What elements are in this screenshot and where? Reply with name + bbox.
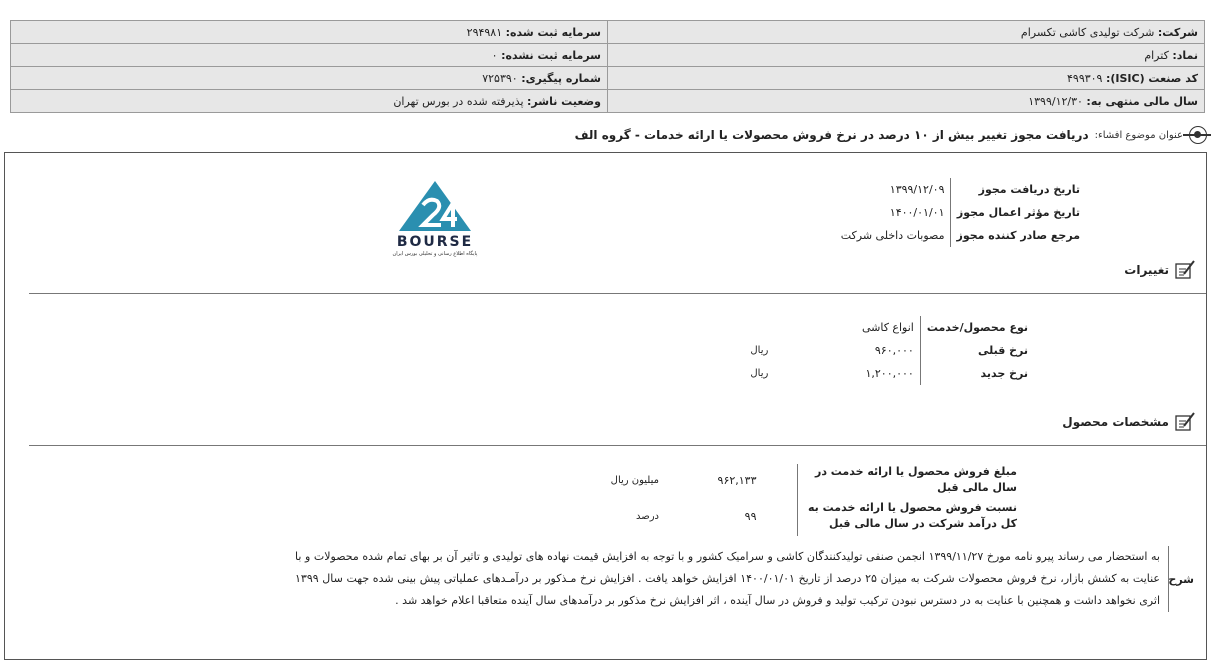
subject-title: دریافت مجوز تغییر بیش از ۱۰ درصد در نرخ فروش محصولات یا ارائه خدمات - گروه الف [574, 128, 1089, 142]
product-specs-table [610, 464, 1017, 536]
new-rate-label: نرخ جدید [920, 362, 1028, 385]
sales-label: مبلغ فروش محصول یا ارائه خدمت در سال مالی قبل [797, 464, 1017, 496]
new-rate-row [750, 362, 1028, 385]
permit-effective-row [837, 201, 1084, 224]
isic-value: ۴۹۹۳۰۹ [1067, 71, 1103, 85]
ratio-value: ۹۹ [744, 509, 757, 523]
permit-received-value: ۱۳۹۹/۱۲/۰۹ [889, 183, 945, 196]
tracking-number-label: شماره پیگیری: [521, 71, 601, 85]
registered-capital-value: ۲۹۴۹۸۱ [466, 25, 503, 39]
old-rate-row [750, 339, 1028, 362]
isic-label: کد صنعت (ISIC): [1105, 71, 1198, 85]
bourse-logo-icon [395, 179, 475, 233]
fiscal-year-label: سال مالی منتهی به: [1086, 94, 1198, 108]
rate-change-table [750, 316, 1028, 385]
info-row [11, 67, 1205, 90]
company-cell [608, 21, 1205, 44]
publisher-status-cell [11, 90, 608, 113]
edit-note-icon [1174, 412, 1196, 432]
symbol-label: نماد: [1172, 48, 1198, 62]
fiscal-year-cell [608, 90, 1205, 113]
permit-issuer-value: مصوبات داخلی شرکت [840, 229, 945, 242]
old-rate-unit: ریال [750, 345, 769, 356]
ratio-label: نسبت فروش محصول یا ارائه خدمت به کل درآمد شرکت در سال مالی قبل [797, 496, 1017, 536]
symbol-cell [608, 44, 1205, 67]
permit-received-row [837, 178, 1084, 201]
publisher-status-value: پذیرفته شده در بورس تهران [393, 94, 524, 108]
sales-unit: میلیون ریال [610, 474, 659, 486]
disclosure-subject [575, 125, 1207, 145]
old-rate-label: نرخ قبلی [920, 339, 1028, 362]
product-label: نوع محصول/خدمت [920, 316, 1028, 339]
permit-effective-value: ۱۴۰۰/۰۱/۰۱ [889, 206, 945, 219]
bourse-logo [385, 179, 485, 255]
permit-details [837, 178, 1084, 247]
subject-label: عنوان موضوع افشاء: [1094, 129, 1183, 141]
unregistered-capital-cell [11, 44, 608, 67]
permit-issuer-row [837, 224, 1084, 247]
logo-word: BOURSE [396, 234, 474, 250]
info-row [11, 90, 1205, 113]
tracking-number-cell [11, 67, 608, 90]
symbol-value: کترام [1144, 48, 1169, 62]
ratio-row [611, 496, 1017, 536]
changes-section-header [1124, 260, 1196, 280]
company-value: شرکت تولیدی کاشی تکسرام [1020, 25, 1155, 39]
section-divider [29, 293, 1206, 294]
company-label: شرکت: [1157, 25, 1198, 39]
sales-row [611, 464, 1017, 496]
unregistered-capital-label: سرمایه ثبت نشده: [501, 48, 601, 62]
info-row [11, 21, 1205, 44]
description-block [291, 546, 1196, 612]
publisher-status-label: وضعیت ناشر: [527, 94, 601, 108]
specs-title: مشخصات محصول [1062, 415, 1169, 429]
old-rate-value: ۹۶۰,۰۰۰ [874, 344, 914, 357]
registered-capital-cell [11, 21, 608, 44]
product-value: انواع کاشی [861, 321, 914, 334]
changes-title: تغییرات [1124, 263, 1169, 277]
logo-tagline: پایگاه اطلاع رسانی و تحلیلی بورس ایران [392, 251, 478, 257]
new-rate-value: ۱,۲۰۰,۰۰۰ [865, 367, 914, 380]
company-info-table [10, 20, 1205, 113]
registered-capital-label: سرمایه ثبت شده: [505, 25, 601, 39]
info-row [11, 44, 1205, 67]
sales-value: ۹۶۲,۱۳۳ [717, 473, 757, 487]
unregistered-capital-value: ۰ [491, 48, 498, 62]
ratio-unit: درصد [635, 510, 659, 522]
description-label: شرح [1168, 546, 1196, 612]
product-row [750, 316, 1028, 339]
isic-cell [608, 67, 1205, 90]
target-bullet-icon [1189, 126, 1207, 144]
edit-note-icon [1174, 260, 1196, 280]
specs-section-header [1062, 412, 1196, 432]
section-divider [29, 445, 1206, 446]
permit-effective-label: تاریخ مؤثر اعمال مجوز [951, 201, 1084, 224]
fiscal-year-value: ۱۳۹۹/۱۲/۳۰ [1028, 94, 1083, 108]
description-text: به استحضار می رساند پیرو نامه مورخ ۱۳۹۹/۱۱/۲۷ انجمن صنفی تولیدکنندگان کاشی و سرامیک کشور و با توجه به افزایش قیمت نهاده های تولیدی و تاثیر آن بر بهای تمام شده محصولات و با عنایت به کشش بازار، نرخ فروش محصولات شرکت به میزان ۲۵ درصد از تاریخ ۱۴۰۰/۰۱/۰۱ افزایش خواهد یافت . افزایش نرخ مـذکور بر درآمـدهای عملیاتی پیش بینی شده جهت سال ۱۳۹۹ اثری نخواهد داشت و همچنین با عنایت به در دسترس نبودن ترکیب تولید و فروش در سال آینده ، اثر افزایش نرخ مذکور بر درآمدهای سال آینده متعاقبا اعلام خواهد شد . [295, 550, 1160, 607]
tracking-number-value: ۷۲۵۳۹۰ [482, 71, 518, 85]
disclosure-body [4, 152, 1207, 660]
permit-issuer-label: مرجع صادر کننده مجوز [951, 224, 1084, 247]
new-rate-unit: ریال [750, 368, 769, 379]
permit-received-label: تاریخ دریافت مجوز [951, 178, 1084, 201]
